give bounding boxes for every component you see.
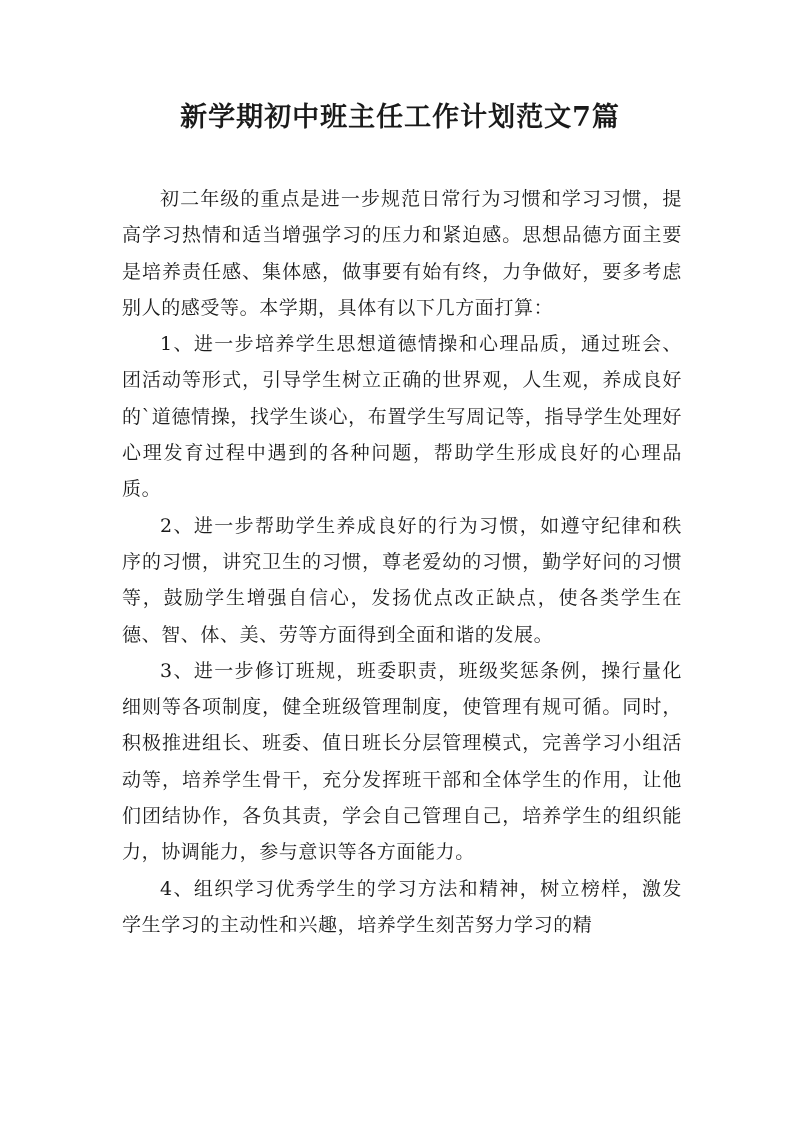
paragraph-item-3: 3、进一步修订班规，班委职责，班级奖惩条例，操行量化细则等各项制度，健全班级管理制度，使管理有规可循。同时，积极推进组长、班委、值日班长分层管理模式，完善学习小组活动等，培养学生骨干，充分发挥班干部和全体学生的作用，让他们团结协作，各负其责，学会自己管理自己，培养学生的组织能力，协调能力，参与意识等各方面能力。 xyxy=(122,659,682,864)
paragraph-intro: 初二年级的重点是进一步规范日常行为习惯和学习习惯，提高学习热情和适当增强学习的压力和紧迫感。思想品德方面主要是培养责任感、集体感，做事要有始有终，力争做好，要多考虑别人的感受等。本学期，具体有以下几方面打算： xyxy=(122,188,682,319)
paragraph-item-2: 2、进一步帮助学生养成良好的行为习惯，如遵守纪律和秩序的习惯，讲究卫生的习惯，尊老爱幼的习惯，勤学好问的习惯等，鼓励学生增强自信心，发扬优点改正缺点，使各类学生在德、智、体、美、劳等方面得到全面和谐的发展。 xyxy=(122,514,682,646)
paragraph-item-1: 1、进一步培养学生思想道德情操和心理品质，通过班会、团活动等形式，引导学生树立正确的世界观，人生观，养成良好的`道德情操，找学生谈心，布置学生写周记等，指导学生处理好心理发育过程中遇到的各种问题，帮助学生形成良好的心理品质。 xyxy=(122,333,682,501)
document-title: 新学期初中班主任工作计划范文7篇 xyxy=(180,102,620,133)
paragraph-item-4: 4、组织学习优秀学生的学习方法和精神，树立榜样，激发学生学习的主动性和兴趣，培养学生刻苦努力学习的精 xyxy=(122,877,682,936)
document-body xyxy=(122,181,682,943)
